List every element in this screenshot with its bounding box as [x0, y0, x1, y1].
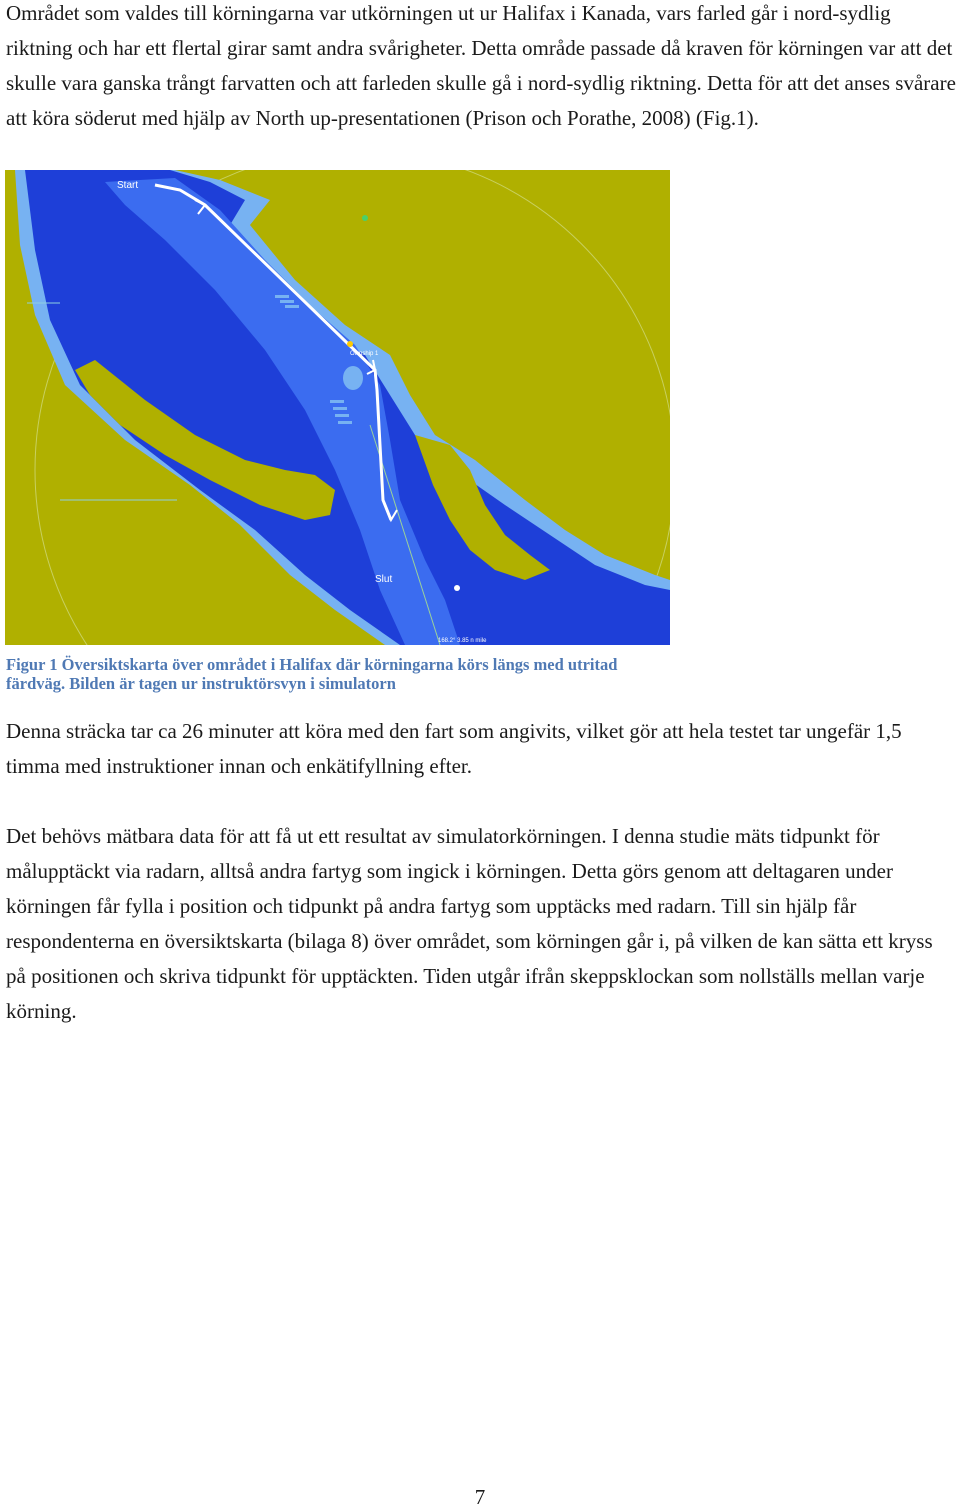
target-marker [362, 215, 368, 221]
intro-paragraph: Området som valdes till körningarna var utkörningen ut ur Halifax i Kanada, vars farled går i nord-sydlig riktning och har ett flertal girar samt andra svårigheter. Detta område passade då kraven för körningen var att det skulle vara ganska trångt farvatten och att farleden skulle gå i nord-sydlig riktning. Detta för att det anses svårare att köra söderut med hjälp av North up-presentationen (Prison och Porathe, 2008) (Fig.1). [6, 1, 956, 130]
page-number: 7 [474, 1485, 486, 1509]
halifax-overview-map [5, 170, 670, 645]
end-label: Slut [375, 574, 393, 585]
ownship-marker [347, 341, 353, 347]
island-shoal [343, 366, 363, 390]
end-marker [454, 585, 460, 591]
figure-caption: Figur 1 Översiktskarta över området i Halifax där körningarna körs längs med utritad färdväg. Bilden är tagen ur instruktörsvyn i simulatorn [6, 655, 618, 693]
ownship-label: Ownship 1 [350, 351, 379, 357]
measurement-paragraph: Det behövs mätbara data för att få ut ett resultat av simulatorkörningen. I denna studie mäts tidpunkt för målupptäckt via radarn, alltså andra fartyg som ingick i körningen. Detta görs genom att deltagaren under körningen får fylla i position och tidpunkt på andra fartyg som upptäcks med radarn. Till sin hjälp får respondenterna en översiktskarta (bilaga 8) över området, som körningen går i, på vilken de kan sätta ett kryss på positionen och skriva tidpunkt för upptäckten. Tiden utgår ifrån skeppsklockan som nollställs mellan varje körning. [6, 824, 933, 1023]
start-label: Start [117, 180, 139, 191]
distance-readout: 168.2° 3.85 n mile [438, 638, 487, 644]
duration-paragraph: Denna sträcka tar ca 26 minuter att köra med den fart som angivits, vilket gör att hela testet tar ungefär 1,5 timma med instruktioner innan och enkätifyllning efter. [6, 719, 902, 778]
